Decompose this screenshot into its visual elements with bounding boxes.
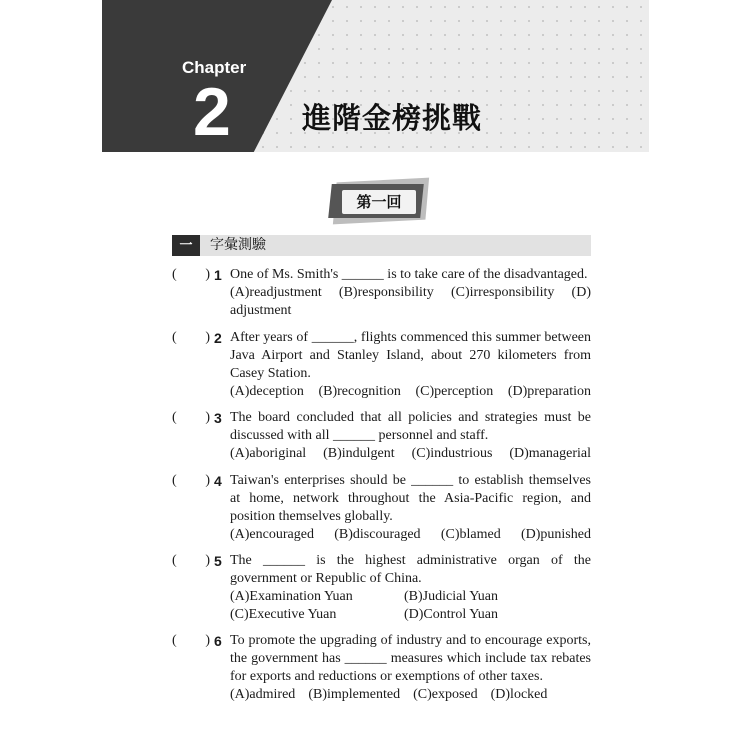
paren-close: ): [205, 267, 210, 282]
question-number: 3: [214, 410, 222, 426]
option-c[interactable]: (C)industrious: [411, 446, 493, 461]
round-badge: [330, 176, 430, 226]
option-a[interactable]: (A)deception: [230, 384, 304, 399]
option-c[interactable]: (C)perception: [415, 384, 494, 399]
paren-open: (: [172, 267, 177, 282]
option-c[interactable]: (C)blamed: [440, 527, 501, 542]
options-row: [230, 526, 591, 544]
option-a[interactable]: (A)encouraged: [230, 527, 314, 542]
option-d[interactable]: (D)locked: [490, 687, 548, 702]
answer-blank[interactable]: [172, 266, 210, 284]
question-text: The board concluded that all policies and strategies must be discussed with all ______ personnel and staff.: [230, 410, 591, 443]
paren-close: ): [205, 553, 210, 568]
option-b[interactable]: (B)responsibility: [338, 285, 434, 300]
question-text: After years of ______, flights commenced this summer between Java Airport and Stanley Island, about 270 kilometers from Casey Station.: [230, 330, 591, 381]
option-d[interactable]: (D)Control Yuan: [404, 607, 498, 622]
option-b[interactable]: (B)indulgent: [323, 446, 395, 461]
option-b[interactable]: (B)discouraged: [334, 527, 421, 542]
options-row: [230, 686, 591, 704]
question-number: 1: [214, 267, 222, 283]
answer-blank[interactable]: [172, 552, 210, 570]
chapter-title: 進階金榜挑戰: [302, 101, 483, 135]
answer-blank[interactable]: [172, 632, 210, 650]
option-c[interactable]: (C)irresponsibility: [450, 285, 555, 300]
paren-close: ): [205, 410, 210, 425]
question-number: 6: [214, 633, 222, 649]
question-text: One of Ms. Smith's ______ is to take care of the disadvantaged.: [230, 267, 588, 282]
question-number: 5: [214, 553, 222, 569]
answer-blank[interactable]: [172, 409, 210, 427]
paren-close: ): [205, 473, 210, 488]
answer-blank[interactable]: [172, 329, 210, 347]
chapter-number: 2: [193, 74, 231, 150]
option-a[interactable]: (A)aboriginal: [230, 446, 307, 461]
option-a[interactable]: (A)admired: [230, 687, 296, 702]
option-d[interactable]: (D): [571, 285, 591, 300]
question-number: 4: [214, 473, 222, 489]
paren-open: (: [172, 633, 177, 648]
option-c[interactable]: (C)exposed: [413, 687, 478, 702]
options-row: [230, 284, 591, 302]
option-b[interactable]: (B)Judicial Yuan: [404, 589, 498, 604]
option-a[interactable]: (A)readjustment: [230, 285, 322, 300]
chapter-label: Chapter: [182, 58, 247, 77]
option-d-continued: adjustment: [230, 303, 292, 318]
paren-close: ): [205, 633, 210, 648]
option-b[interactable]: (B)implemented: [308, 687, 401, 702]
paren-open: (: [172, 553, 177, 568]
option-d[interactable]: (D)managerial: [509, 446, 591, 461]
question-text: The ______ is the highest administrative organ of the government or Republic of China.: [230, 553, 591, 586]
question-number: 2: [214, 330, 222, 346]
paren-close: ): [205, 330, 210, 345]
section-title: 字彙測驗: [210, 237, 266, 253]
option-d[interactable]: (D)preparation: [507, 384, 591, 399]
answer-blank[interactable]: [172, 472, 210, 490]
option-c[interactable]: (C)Executive Yuan: [230, 607, 337, 622]
round-label: 第一回: [342, 190, 416, 214]
question-text: To promote the upgrading of industry and to encourage exports, the government has ______ measures which include tax rebates for exports and reductions or exemptions of other taxes.: [230, 633, 591, 684]
options-row: [230, 445, 591, 463]
paren-open: (: [172, 410, 177, 425]
option-d[interactable]: (D)punished: [520, 527, 591, 542]
section-number: 一: [172, 235, 200, 256]
question-text: Taiwan's enterprises should be ______ to establish themselves at home, network throughout the Asia-Pacific region, and position themselves globally.: [230, 473, 591, 524]
option-b[interactable]: (B)recognition: [318, 384, 401, 399]
paren-open: (: [172, 330, 177, 345]
paren-open: (: [172, 473, 177, 488]
options-row: [230, 383, 591, 401]
section-heading: [172, 235, 591, 256]
option-a[interactable]: (A)Examination Yuan: [230, 589, 353, 604]
